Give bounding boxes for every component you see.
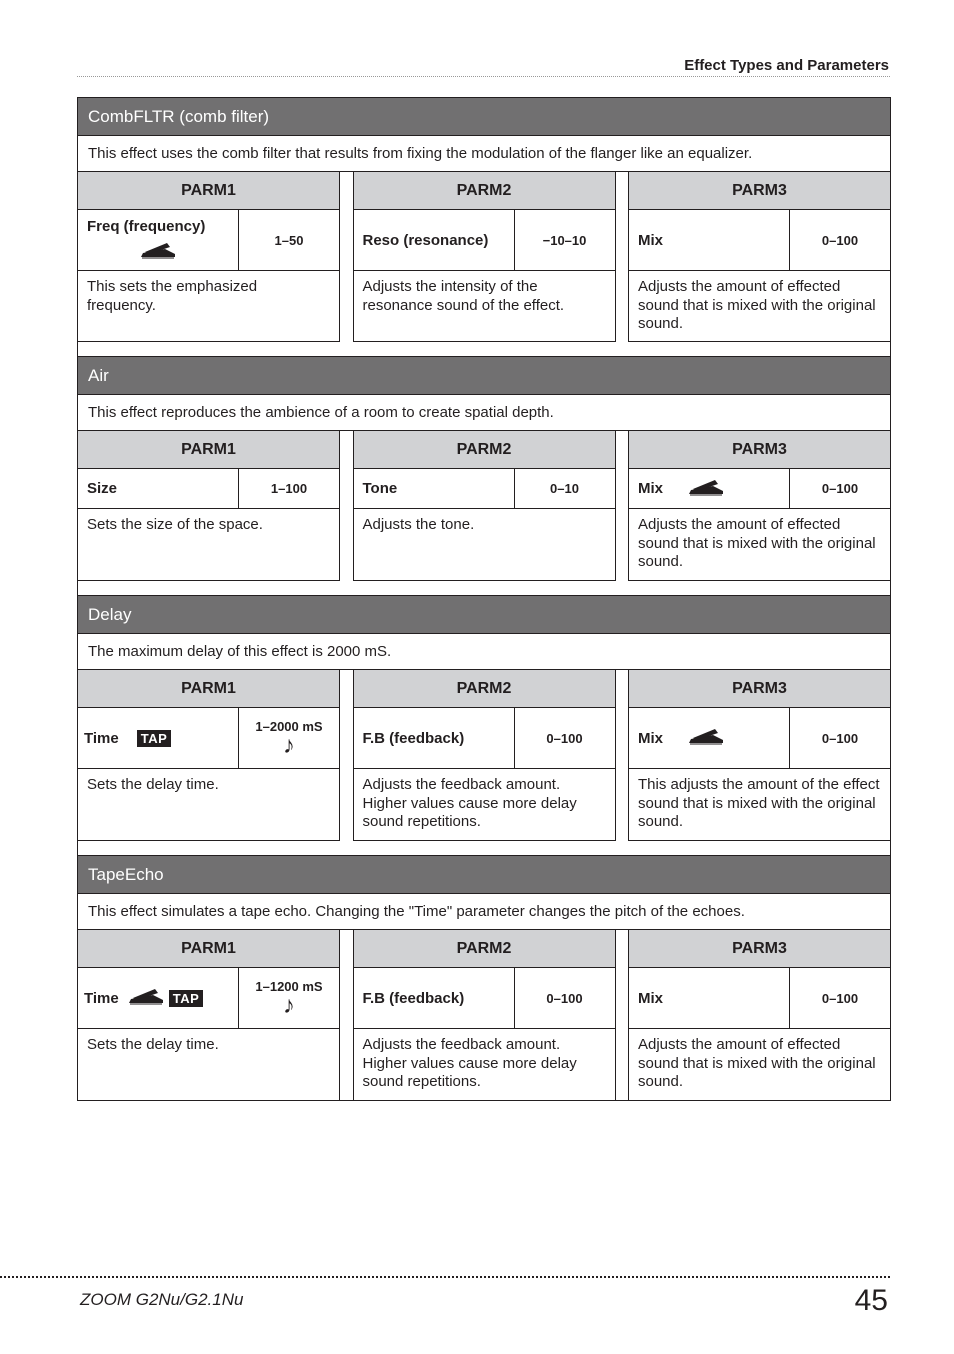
parm-range (790, 469, 890, 508)
parm-description: Adjusts the amount of effected sound that is mixed with the original sound. (638, 516, 876, 570)
parm-main (629, 968, 890, 1029)
parm1-box (77, 171, 340, 342)
range-value: 1–1200 mS (255, 978, 323, 994)
header-divider (77, 76, 890, 77)
parm-name-cell (78, 210, 239, 270)
spacer (78, 581, 890, 595)
parm2-box (353, 430, 616, 581)
range-value: 0–10 (550, 481, 579, 496)
parm-row (78, 172, 890, 342)
expression-pedal-icon (687, 478, 725, 500)
parm-main (354, 968, 615, 1029)
parm-row (78, 670, 890, 841)
parm1-box (77, 929, 340, 1101)
parm-description: Adjusts the feedback amount. Higher values cause more delay sound repetitions. (362, 776, 577, 830)
parm-name: Mix (629, 210, 790, 270)
effect-title: Air (78, 357, 890, 395)
parm-range (790, 210, 890, 270)
parm-name-cell (629, 469, 790, 508)
parm-header: PARM3 (629, 431, 890, 469)
parm-main (629, 210, 890, 271)
parm-header: PARM3 (629, 172, 890, 210)
effect-title: Delay (78, 596, 890, 634)
range-value: 1–2000 mS (255, 718, 323, 734)
parm-name-cell (78, 708, 239, 768)
parm-name: Freq (frequency) (87, 218, 206, 235)
parm-main (354, 210, 615, 271)
parm-description: Adjusts the tone. (362, 516, 475, 533)
effect-tapeecho (77, 855, 891, 1101)
parm-range (239, 708, 339, 768)
parm-header: PARM3 (629, 930, 890, 968)
music-note-icon: ♪ (283, 731, 295, 759)
footer-divider (0, 1276, 890, 1278)
effect-title: TapeEcho (78, 856, 890, 894)
parm-header: PARM1 (78, 670, 339, 708)
effect-air (77, 356, 891, 595)
spacer (78, 342, 890, 356)
expression-pedal-icon (687, 727, 725, 749)
effect-title: CombFLTR (comb filter) (78, 98, 890, 136)
page-number: 45 (854, 1284, 888, 1317)
parm3-box (628, 430, 891, 581)
parm-main (78, 708, 339, 769)
parm-main (629, 708, 890, 769)
range-value: 0–100 (546, 990, 583, 1006)
parm-range (239, 210, 339, 270)
parm-description: Sets the size of the space. (87, 516, 263, 533)
parm-row (78, 930, 890, 1101)
tap-badge: TAP (137, 730, 172, 747)
parm-main (78, 210, 339, 271)
parm-row (78, 431, 890, 581)
tap-badge: TAP (169, 990, 204, 1007)
expression-pedal-icon (139, 241, 177, 263)
effect-delay (77, 595, 891, 855)
range-value: 0–100 (821, 481, 859, 496)
range-value: 0–100 (546, 730, 583, 746)
expression-pedal-icon (127, 987, 165, 1009)
parm-description: Adjusts the amount of effected sound that is mixed with the original sound. (638, 1036, 876, 1090)
parm-name: Time (84, 989, 119, 1007)
parm-header: PARM2 (354, 172, 615, 210)
effect-description: This effect simulates a tape echo. Changing the "Time" parameter changes the pitch of the echoes. (78, 894, 890, 930)
parm-description: Adjusts the intensity of the resonance sound of the effect. (362, 278, 565, 314)
spacer (78, 841, 890, 855)
parm-name: Mix (638, 729, 664, 747)
effect-description: The maximum delay of this effect is 2000 mS. (78, 634, 890, 670)
parm-range (239, 469, 339, 508)
parm-main (354, 469, 615, 509)
footer-model-name: ZOOM G2Nu/G2.1Nu (80, 1290, 244, 1309)
parm-main (78, 968, 339, 1029)
parm1-box (77, 430, 340, 581)
parm-main (354, 708, 615, 769)
parm-header: PARM1 (78, 172, 339, 210)
parm-main (78, 469, 339, 509)
range-value: 0–100 (821, 730, 859, 746)
range-value: 1–50 (274, 232, 304, 248)
parm-main (629, 469, 890, 509)
effect-combfltr (77, 97, 891, 356)
parm1-box (77, 669, 340, 841)
parm-description: Sets the delay time. (87, 1036, 219, 1053)
parm-range (515, 708, 615, 768)
effects-list (77, 97, 891, 1101)
parm-header: PARM3 (629, 670, 890, 708)
range-value: 0–100 (821, 232, 859, 248)
range-value: 0–100 (821, 990, 859, 1006)
range-value: −10–10 (542, 232, 587, 248)
music-note-icon: ♪ (283, 991, 295, 1019)
parm-description: Sets the delay time. (87, 776, 219, 793)
parm3-box (628, 929, 891, 1101)
parm-header: PARM2 (354, 431, 615, 469)
parm-description: Adjusts the feedback amount. Higher values cause more delay sound repetitions. (362, 1036, 577, 1090)
parm-description: Adjusts the amount of effected sound that is mixed with the original sound. (638, 278, 876, 332)
parm-name-cell (629, 708, 790, 768)
parm-range (239, 968, 339, 1028)
parm-name: Mix (638, 480, 664, 497)
parm3-box (628, 669, 891, 841)
parm-range (515, 210, 615, 270)
parm-name: Mix (629, 968, 790, 1028)
section-title: Effect Types and Parameters (684, 57, 889, 74)
parm-name: Reso (resonance) (354, 210, 515, 270)
parm2-box (353, 929, 616, 1101)
parm-header: PARM2 (354, 670, 615, 708)
parm-range (515, 968, 615, 1028)
range-value: 1–100 (270, 481, 308, 496)
parm-name: F.B (feedback) (354, 708, 515, 768)
parm2-box (353, 669, 616, 841)
parm-header: PARM1 (78, 930, 339, 968)
parm-description: This adjusts the amount of the effect sound that is mixed with the original sound. (638, 776, 880, 830)
parm-description: This sets the emphasized frequency. (87, 278, 258, 314)
parm-header: PARM1 (78, 431, 339, 469)
parm-range (790, 968, 890, 1028)
parm3-box (628, 171, 891, 342)
parm-name: Tone (354, 469, 515, 508)
parm-range (515, 469, 615, 508)
parm-name: Size (78, 469, 239, 508)
effect-description: This effect uses the comb filter that results from fixing the modulation of the flanger like an equalizer. (78, 136, 890, 172)
parm2-box (353, 171, 616, 342)
parm-range (790, 708, 890, 768)
parm-name: Time (84, 729, 119, 747)
parm-name: F.B (feedback) (354, 968, 515, 1028)
parm-header: PARM2 (354, 930, 615, 968)
parm-name-cell (78, 968, 239, 1028)
effect-description: This effect reproduces the ambience of a room to create spatial depth. (78, 395, 890, 431)
